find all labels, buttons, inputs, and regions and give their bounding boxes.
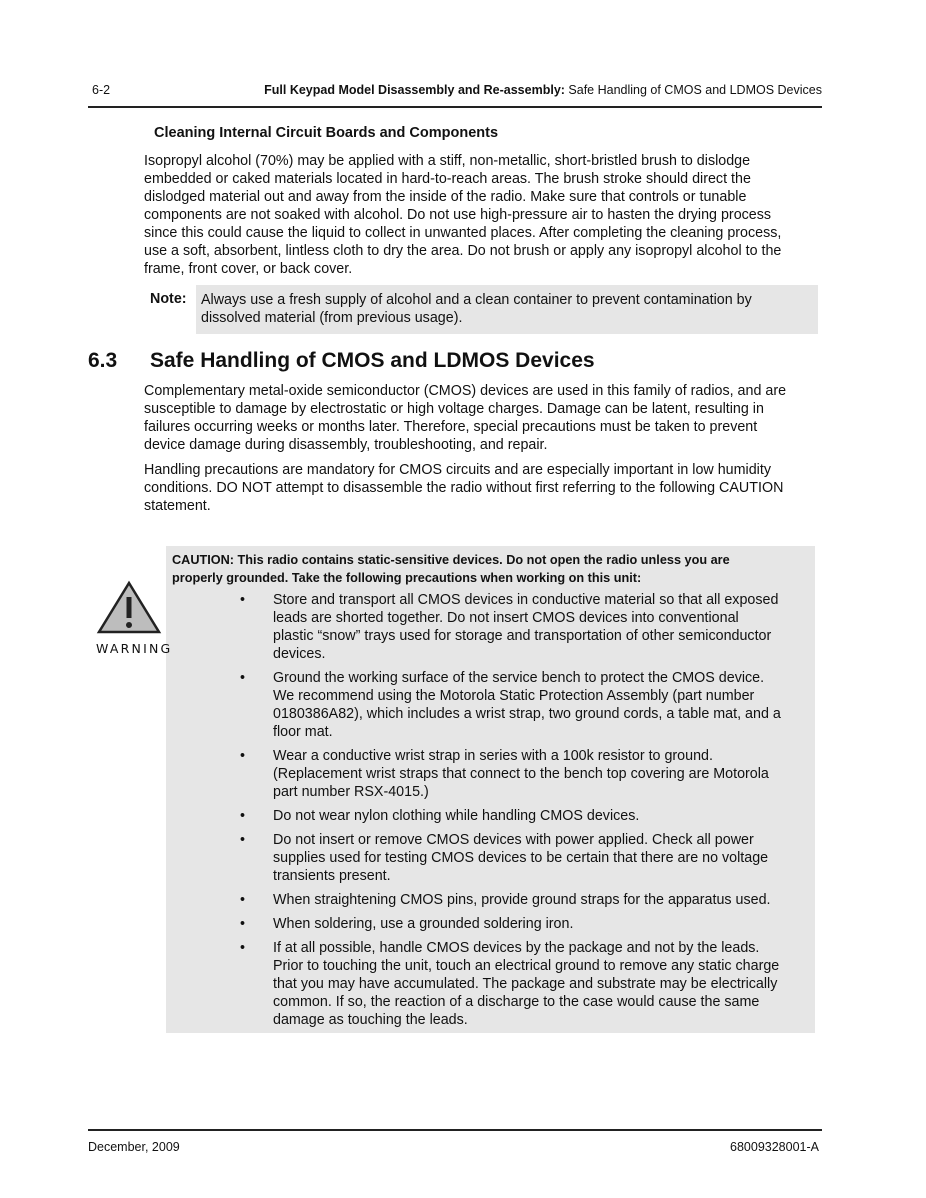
footer-rule <box>88 1129 822 1131</box>
text-line: Do not wear nylon clothing while handling CMOS devices. <box>273 808 640 824</box>
text-line: Isopropyl alcohol (70%) may be applied with a stiff, non-metallic, short-bristled brush to dislodge <box>144 153 751 169</box>
text-line: Ground the working surface of the service bench to protect the CMOS device. <box>273 670 765 686</box>
text-line: transients present. <box>273 868 391 884</box>
text-line: components are not soaked with alcohol. Do not use high-pressure air to hasten the drying process <box>144 207 772 223</box>
text-line: susceptible to damage by electrostatic or high voltage charges. Damage can be latent, resulting in <box>144 401 764 417</box>
precaution-text <box>273 891 781 909</box>
precaution-text <box>273 669 781 741</box>
note-label: Note: <box>150 291 187 307</box>
bullet-icon: • <box>240 940 246 956</box>
text-line: device damage during disassembly, troubleshooting, and repair. <box>144 437 548 453</box>
precaution-text <box>273 939 781 1029</box>
text-line: Complementary metal-oxide semiconductor (CMOS) devices are used in this family of radios, and are <box>144 383 787 399</box>
text-line: CAUTION: This radio contains static-sensitive devices. Do not open the radio unless you are <box>172 553 730 567</box>
text-line: since this could cause the liquid to collect in unwanted places. After completing the cleaning process, <box>144 225 782 241</box>
bullet-icon: • <box>240 670 246 686</box>
precaution-text <box>273 831 781 885</box>
precaution-text <box>273 915 781 933</box>
warning-label: WARNING <box>96 641 173 656</box>
precaution-text <box>273 747 781 801</box>
precaution-text <box>273 591 781 663</box>
text-line: dislodged material out and away from the inside of the radio. Make sure that controls or tunable <box>144 189 747 205</box>
section-heading: Safe Handling of CMOS and LDMOS Devices <box>150 349 595 372</box>
bullet-icon: • <box>240 748 246 764</box>
text-line: embedded or caked materials located in hard-to-reach areas. The brush stroke should direct the <box>144 171 751 187</box>
text-line: Do not insert or remove CMOS devices with power applied. Check all power <box>273 832 754 848</box>
precaution-item <box>240 669 781 741</box>
cmos-paragraph <box>144 382 786 454</box>
bullet-icon: • <box>240 592 246 608</box>
text-line: use a soft, absorbent, lintless cloth to dry the area. Do not brush or apply any isopropyl alcohol to the <box>144 243 782 259</box>
text-line: supplies used for testing CMOS devices to be certain that there are no voltage <box>273 850 769 866</box>
bullet-icon: • <box>240 808 246 824</box>
page-number: 6-2 <box>92 83 111 97</box>
text-line: Handling precautions are mandatory for CMOS circuits and are especially important in low humidity <box>144 462 771 478</box>
text-line: common. If so, the reaction of a discharge to the case would cause the same <box>273 994 760 1010</box>
note-text <box>201 291 752 327</box>
text-line: (Replacement wrist straps that connect to the bench top covering are Motorola <box>273 766 769 782</box>
warning-triangle-icon <box>96 580 162 636</box>
footer-doc-number: 68009328001-A <box>730 1140 819 1154</box>
bullet-icon: • <box>240 892 246 908</box>
text-line: Store and transport all CMOS devices in conductive material so that all exposed <box>273 592 779 608</box>
precaution-item <box>240 891 781 909</box>
precautions-paragraph <box>144 461 783 515</box>
text-line: devices. <box>273 646 326 662</box>
section-title: Safe Handling of CMOS and LDMOS Devices <box>564 83 822 97</box>
text-line: If at all possible, handle CMOS devices by the package and not by the leads. <box>273 940 760 956</box>
text-line: failures occurring weeks or months later. Therefore, special precautions must be taken to prevent <box>144 419 758 435</box>
caution-heading <box>172 551 730 587</box>
chapter-title: Full Keypad Model Disassembly and Re-assembly: <box>264 83 565 97</box>
text-line: damage as touching the leads. <box>273 1012 468 1028</box>
text-line: 0180386A82), which includes a wrist strap, two ground cords, a table mat, and a <box>273 706 781 722</box>
bullet-icon: • <box>240 916 246 932</box>
text-line: plastic “snow” trays used for storage and transportation of other semiconductor <box>273 628 772 644</box>
precaution-item <box>240 807 781 825</box>
text-line: floor mat. <box>273 724 333 740</box>
text-line: dissolved material (from previous usage). <box>201 310 463 326</box>
bullet-icon: • <box>240 832 246 848</box>
footer-date: December, 2009 <box>88 1140 180 1154</box>
precaution-item <box>240 747 781 801</box>
text-line: Wear a conductive wrist strap in series with a 100k resistor to ground. <box>273 748 713 764</box>
precaution-list <box>240 591 781 1035</box>
text-line: frame, front cover, or back cover. <box>144 261 353 277</box>
text-line: When soldering, use a grounded soldering iron. <box>273 916 574 932</box>
section-number: 6.3 <box>88 349 118 372</box>
text-line: conditions. DO NOT attempt to disassemble the radio without first referring to the following CAUTION <box>144 480 784 496</box>
text-line: leads are shorted together. Do not insert CMOS devices into conventional <box>273 610 739 626</box>
text-line: We recommend using the Motorola Static Protection Assembly (part number <box>273 688 755 704</box>
running-header <box>264 83 822 97</box>
precaution-item <box>240 915 781 933</box>
subheading: Cleaning Internal Circuit Boards and Components <box>154 125 499 141</box>
precaution-item <box>240 831 781 885</box>
text-line: Always use a fresh supply of alcohol and a clean container to prevent contamination by <box>201 292 752 308</box>
text-line: that you may have accumulated. The package and substrate may be electrically <box>273 976 778 992</box>
text-line: properly grounded. Take the following precautions when working on this unit: <box>172 571 642 585</box>
precaution-text <box>273 807 781 825</box>
precaution-item <box>240 591 781 663</box>
text-line: Prior to touching the unit, touch an electrical ground to remove any static charge <box>273 958 780 974</box>
text-line: part number RSX-4015.) <box>273 784 429 800</box>
cleaning-paragraph <box>144 152 781 278</box>
header-rule <box>88 106 822 108</box>
precaution-item <box>240 939 781 1029</box>
text-line: statement. <box>144 498 211 514</box>
text-line: When straightening CMOS pins, provide ground straps for the apparatus used. <box>273 892 771 908</box>
